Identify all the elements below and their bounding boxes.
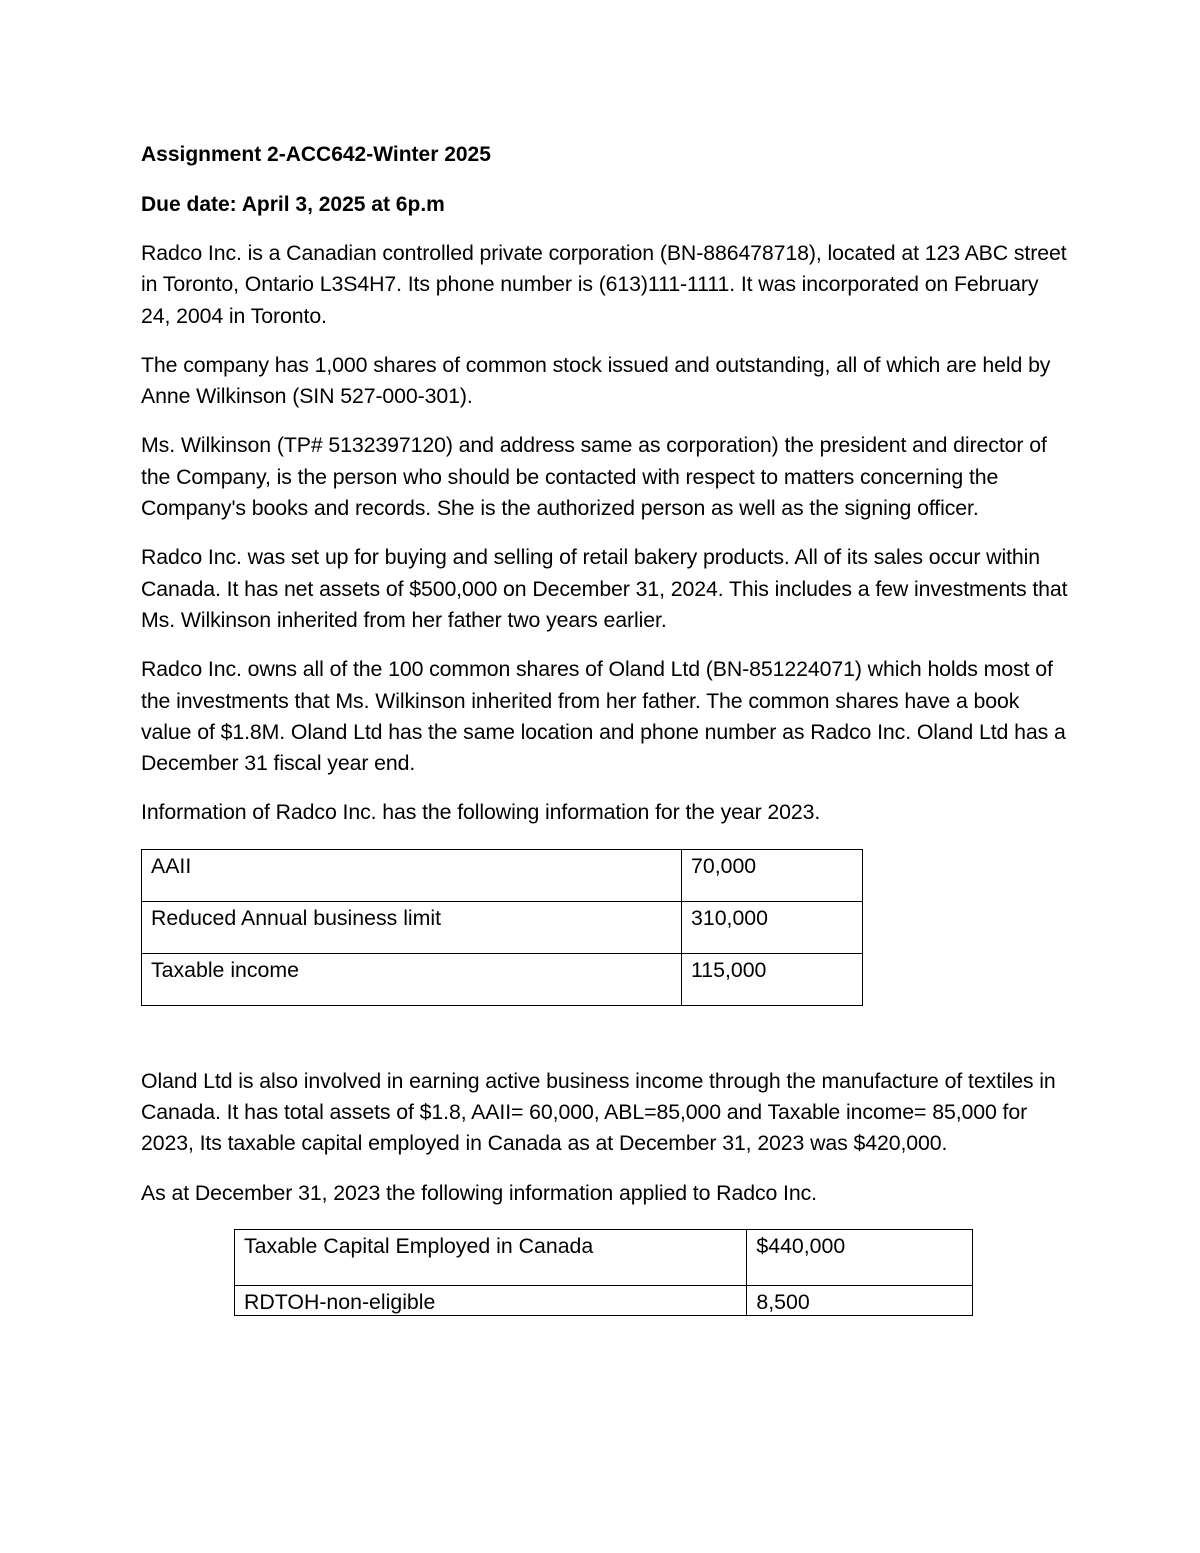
table-cell-label: AAII [142, 849, 682, 901]
table-row [235, 1229, 973, 1285]
table-row [235, 1285, 973, 1315]
table-cell-label: Taxable Capital Employed in Canada [235, 1229, 747, 1285]
document-page [141, 138, 1071, 1316]
table-cell-value: 8,500 [747, 1285, 973, 1315]
table-cell-value: $440,000 [747, 1229, 973, 1285]
paragraph-business: Radco Inc. was set up for buying and selling of retail bakery products. All of its sales occur within Canada. It has net assets of $500,000 on December 31, 2024. This includes a few investments that Ms. Wilkinson inherited from her father two years earlier. [141, 545, 1068, 632]
table-cell-label: Taxable income [142, 953, 682, 1005]
table-row [142, 849, 863, 901]
paragraph-info-2023: Information of Radco Inc. has the following information for the year 2023. [141, 800, 821, 825]
paragraph-subsidiary: Radco Inc. owns all of the 100 common shares of Oland Ltd (BN-851224071) which holds most of the investments that Ms. Wilkinson inherited from her father. The common shares have a book value of $1.8M. Oland Ltd has the same location and phone number as Radco Inc. Oland Ltd has a December 31 fiscal year end. [141, 657, 1066, 776]
table-cell-value: 310,000 [682, 901, 863, 953]
table-row [142, 901, 863, 953]
table-cell-value: 70,000 [682, 849, 863, 901]
paragraph-dec31: As at December 31, 2023 the following information applied to Radco Inc. [141, 1180, 817, 1205]
paragraph-company-info: Radco Inc. is a Canadian controlled private corporation (BN-886478718), located at 123 ABC street in Toronto, Ontario L3S4H7. Its phone number is (613)111-1111. It was incorporated on February 24, 2004 in Toronto. [141, 241, 1067, 328]
table-cell-value: 115,000 [682, 953, 863, 1005]
table-row [142, 953, 863, 1005]
radco-dec31-table [234, 1229, 973, 1316]
paragraph-contact-person: Ms. Wilkinson (TP# 5132397120) and address same as corporation) the president and director of the Company, is the person who should be contacted with respect to matters concerning the Company's books and records. She is the authorized person as well as the signing officer. [141, 433, 1047, 521]
document-title: Assignment 2-ACC642-Winter 2025 [141, 143, 491, 166]
due-date: Due date: April 3, 2025 at 6p.m [141, 193, 445, 216]
paragraph-oland: Oland Ltd is also involved in earning active business income through the manufacture of textiles in Canada. It has total assets of $1.8, AAII= 60,000, ABL=85,000 and Taxable income= 85,000 for 2023, Its taxable capital employed in Canada as at December 31, 2023 was $420,000. [141, 1068, 1056, 1156]
table-cell-label: RDTOH-non-eligible [235, 1285, 747, 1315]
radco-2023-table [141, 849, 863, 1006]
paragraph-shares: The company has 1,000 shares of common stock issued and outstanding, all of which are held by Anne Wilkinson (SIN 527-000-301). [141, 352, 1051, 409]
table-cell-label: Reduced Annual business limit [142, 901, 682, 953]
